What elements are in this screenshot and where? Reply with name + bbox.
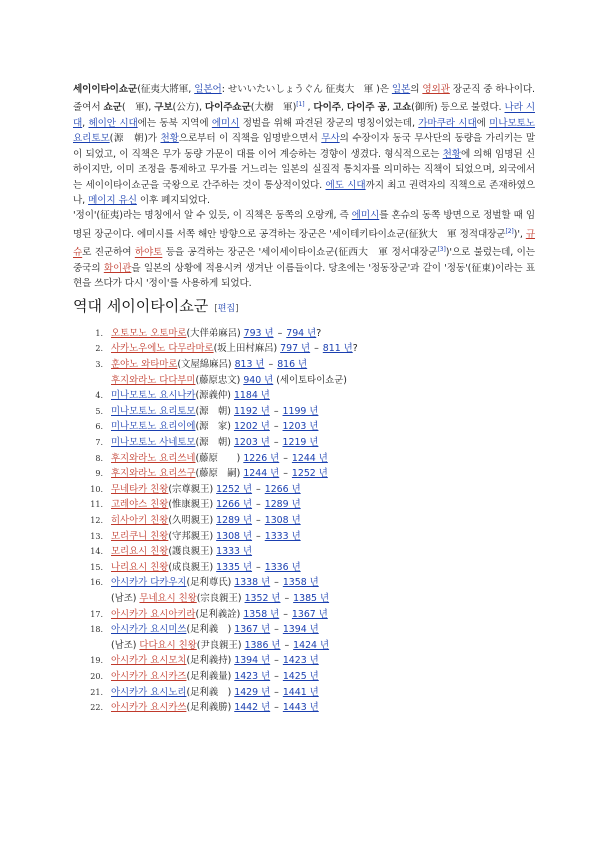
text: 을 일본의 상황에 적용시켜 생겨난 이름들이다. 당초에는 '정동장군'과 같이 '정동'(征東)이라는 표현을 쓰다가 다시 '정이'를 사용하게 되었다. bbox=[73, 263, 536, 290]
year-from-link[interactable]: 1226 년 bbox=[243, 452, 280, 464]
year-to-link[interactable]: 1385 년 bbox=[293, 592, 330, 604]
reference-2[interactable]: [2] bbox=[505, 227, 514, 235]
year-from-link[interactable]: 1358 년 bbox=[243, 608, 280, 620]
year-separator: – bbox=[256, 499, 261, 511]
shogun-note: ? bbox=[316, 327, 322, 339]
year-from-link[interactable]: 1289 년 bbox=[216, 514, 253, 526]
text: 의 수장이자 동국 무사단의 동량을 가리키는 말이 되었고, 이 직책은 무가 동량 가문이 대를 이어 계승하는 경향이 생겼다. 형식적으로는 bbox=[73, 133, 535, 160]
dynasty-prefix: (남조) bbox=[111, 592, 140, 604]
text: , bbox=[386, 102, 393, 114]
edit-bracket-open: [ bbox=[214, 303, 218, 314]
year-separator: – bbox=[274, 655, 279, 667]
list-number: 12. bbox=[90, 515, 103, 525]
year-separator: – bbox=[314, 343, 319, 355]
year-from-link[interactable]: 793 년 bbox=[243, 327, 274, 339]
list-number: 20. bbox=[90, 671, 103, 681]
text: )', bbox=[513, 229, 526, 241]
link-japanese[interactable]: 일본어 bbox=[194, 84, 222, 95]
list-number: 16. bbox=[90, 578, 103, 588]
shogun-kanji: (源義仲) bbox=[195, 390, 231, 402]
shogun-list-item bbox=[73, 326, 535, 342]
link-ryoge[interactable]: 영외관 bbox=[422, 84, 450, 95]
year-to-link[interactable]: 811 년 bbox=[322, 343, 353, 355]
year-separator: – bbox=[284, 592, 290, 604]
shogun-kanji: (源 家) bbox=[195, 421, 231, 433]
shogun-list bbox=[73, 326, 535, 716]
shogun-kanji: (宗尊親王) bbox=[168, 483, 214, 495]
shogun-list-item bbox=[73, 622, 535, 638]
shogun-list-item bbox=[73, 560, 535, 576]
link-edo[interactable]: 에도 시대 bbox=[325, 179, 366, 191]
year-to-link[interactable]: 1424 년 bbox=[293, 639, 330, 651]
shogun-name-link[interactable]: 무네요시 친왕 bbox=[139, 592, 197, 604]
shogun-kanji: (足利義勝) bbox=[186, 702, 232, 714]
list-number: 3. bbox=[95, 360, 103, 370]
link-tenno-2[interactable]: 천황 bbox=[442, 148, 461, 160]
year-from-link[interactable]: 1333 년 bbox=[216, 546, 253, 558]
shogun-kanji: (足利義持) bbox=[186, 655, 232, 667]
year-to-link[interactable]: 1199 년 bbox=[282, 405, 319, 417]
link-hwaigwan[interactable]: 화이관 bbox=[103, 263, 132, 275]
shogun-name-link[interactable]: 아시카가 다카우지 bbox=[111, 577, 187, 589]
year-separator: – bbox=[273, 421, 279, 433]
edit-link-wrapper bbox=[214, 304, 238, 314]
text: '정이'(征夷)라는 명칭에서 알 수 있듯, 이 직책은 동쪽의 오랑캐, 즉 bbox=[73, 210, 352, 222]
list-number: 6. bbox=[95, 422, 103, 432]
year-to-link[interactable]: 794 년 bbox=[286, 327, 317, 339]
shogun-list-item bbox=[73, 591, 535, 607]
year-separator: – bbox=[277, 327, 283, 339]
shogun-kanji: (坂上田村麻呂) bbox=[213, 343, 278, 355]
list-number: 11. bbox=[90, 500, 103, 510]
shogun-list-item bbox=[73, 341, 535, 357]
text: , bbox=[304, 102, 314, 114]
list-number: 8. bbox=[95, 453, 103, 463]
edit-bracket-close: ] bbox=[235, 303, 239, 314]
text: ( 軍), bbox=[121, 102, 155, 114]
year-separator: – bbox=[256, 483, 261, 495]
year-from-link[interactable]: 940 년 bbox=[243, 374, 274, 386]
text: : せいいたいしょうぐん 征夷大 軍 )은 bbox=[221, 84, 392, 95]
year-separator: – bbox=[256, 514, 261, 526]
year-to-link[interactable]: 1266 년 bbox=[264, 483, 301, 495]
year-separator: – bbox=[274, 577, 279, 589]
intro-paragraph-2 bbox=[73, 208, 535, 291]
list-number: 9. bbox=[95, 469, 103, 479]
year-to-link[interactable]: 1244 년 bbox=[291, 452, 328, 464]
text: (御所) 등으로 불렸다. bbox=[411, 102, 505, 114]
shogun-kanji: (尹良親王) bbox=[196, 639, 242, 651]
shogun-kanji: (足利義 ) bbox=[186, 686, 232, 698]
shogun-list-item bbox=[73, 482, 535, 498]
shogun-kanji: (久明親王) bbox=[168, 514, 214, 526]
text: 에 bbox=[476, 118, 490, 129]
text: 로 진군하여 bbox=[82, 247, 135, 259]
shogun-name-link[interactable]: 미나모토노 요리이에 bbox=[111, 421, 196, 433]
year-from-link[interactable]: 1394 년 bbox=[234, 655, 271, 667]
year-from-link[interactable]: 1386 년 bbox=[244, 639, 281, 651]
shogun-kanji: (足利義量) bbox=[186, 670, 232, 682]
term-daishogun: 다이주쇼군 bbox=[204, 102, 251, 114]
year-from-link[interactable]: 1423 년 bbox=[234, 670, 271, 682]
dynasty-prefix: (남조) bbox=[111, 639, 140, 651]
shogun-kanji: (源 朝) bbox=[195, 405, 231, 417]
shogun-name-link[interactable]: 무네타카 친왕 bbox=[111, 483, 169, 495]
year-from-link[interactable]: 1192 년 bbox=[233, 405, 270, 417]
shogun-list-item bbox=[73, 685, 535, 701]
term-shogun: 쇼군 bbox=[103, 102, 122, 114]
shogun-name-link[interactable]: 아시카가 요시미쓰 bbox=[111, 624, 187, 636]
shogun-name-link[interactable]: 미나모토노 사네토모 bbox=[111, 437, 196, 448]
list-number: 5. bbox=[95, 406, 103, 416]
year-to-link[interactable]: 1425 년 bbox=[282, 670, 319, 682]
shogun-name-link[interactable]: 후지와라노 다다부미 bbox=[111, 374, 196, 386]
list-number: 15. bbox=[90, 562, 103, 572]
year-separator: – bbox=[274, 670, 279, 682]
list-number: 2. bbox=[95, 344, 103, 354]
text: (公方), bbox=[172, 102, 205, 114]
shogun-name-link[interactable]: 아시카가 요시모치 bbox=[111, 655, 187, 667]
year-to-link[interactable]: 1443 년 bbox=[282, 702, 319, 714]
shogun-list-item bbox=[73, 373, 535, 389]
year-from-link[interactable]: 1244 년 bbox=[243, 468, 280, 480]
year-separator: – bbox=[256, 561, 261, 573]
list-number: 4. bbox=[95, 391, 103, 401]
shogun-name-link[interactable]: 모리요시 친왕 bbox=[111, 546, 169, 558]
text: (源 朝)가 bbox=[109, 133, 161, 145]
shogun-list-item bbox=[73, 419, 535, 435]
list-number: 21. bbox=[90, 687, 103, 697]
shogun-kanji: (大伴弟麻呂) bbox=[186, 327, 241, 339]
shogun-name-link[interactable]: 사카노우에노 다무라마로 bbox=[111, 343, 214, 355]
shogun-name-link[interactable]: 고레야스 친왕 bbox=[111, 499, 169, 511]
shogun-name-link[interactable]: 미나모토노 요리토모 bbox=[111, 405, 196, 417]
link-emishi-2[interactable]: 에미시 bbox=[351, 210, 380, 222]
shogun-name-link[interactable]: 미나모토노 요시나카 bbox=[111, 390, 196, 402]
shogun-kanji: (藤原 ) bbox=[195, 452, 241, 464]
text: , bbox=[340, 102, 347, 114]
year-from-link[interactable]: 1367 년 bbox=[234, 624, 271, 636]
year-from-link[interactable]: 1429 년 bbox=[234, 686, 271, 698]
shogun-list-item bbox=[73, 607, 535, 623]
text: )'으로 불렀는데, 이는 중국의 bbox=[73, 247, 535, 275]
shogun-kanji: (源 朝) bbox=[195, 437, 231, 448]
list-number: 22. bbox=[90, 703, 103, 713]
link-kyushu[interactable]: 규슈 bbox=[73, 229, 535, 259]
year-to-link[interactable]: 1219 년 bbox=[282, 437, 319, 448]
shogun-name-link[interactable]: 오토모노 오토마로 bbox=[111, 327, 187, 339]
shogun-name-link[interactable]: 아시카가 요시노리 bbox=[111, 686, 187, 698]
list-number: 1. bbox=[95, 328, 103, 338]
shogun-list-item bbox=[73, 388, 535, 404]
year-from-link[interactable]: 1252 년 bbox=[216, 483, 253, 495]
shogun-list-item bbox=[73, 638, 535, 654]
article-term: 세이이타이쇼군 bbox=[73, 84, 138, 95]
shogun-name-link[interactable]: 다다요시 친왕 bbox=[139, 639, 197, 651]
link-kamakura[interactable]: 가마쿠라 시대 bbox=[418, 118, 477, 129]
shogun-kanji: (宗良親王) bbox=[196, 592, 242, 604]
year-to-link[interactable]: 1423 년 bbox=[282, 655, 319, 667]
edit-link[interactable]: 편집 bbox=[217, 303, 236, 314]
shogun-list-item bbox=[73, 513, 535, 529]
year-to-link[interactable]: 816 년 bbox=[277, 359, 308, 371]
link-heian[interactable]: 헤이안 시대 bbox=[88, 118, 138, 129]
shogun-name-link[interactable]: 모리쿠니 친왕 bbox=[111, 530, 169, 542]
year-to-link[interactable]: 1308 년 bbox=[264, 514, 301, 526]
year-to-link[interactable]: 1394 년 bbox=[282, 624, 319, 636]
year-separator: – bbox=[283, 468, 288, 480]
term-daijugong: 다이주 공 bbox=[346, 102, 387, 114]
shogun-list-item bbox=[73, 435, 535, 451]
shogun-kanji: (惟康親王) bbox=[168, 499, 214, 511]
shogun-kanji: (護良親王) bbox=[168, 546, 214, 558]
term-goso: 고쇼 bbox=[392, 102, 412, 114]
shogun-list-item bbox=[73, 497, 535, 513]
year-to-link[interactable]: 1333 년 bbox=[264, 530, 301, 542]
shogun-list-item bbox=[73, 653, 535, 669]
link-emishi[interactable]: 에미시 bbox=[211, 118, 240, 129]
year-separator: – bbox=[274, 624, 279, 636]
shogun-list-item bbox=[73, 451, 535, 467]
text: 에 의해 임명된 신하이지만, 이미 조정을 통제하고 무가를 거느리는 일본의 실질적 통치자를 의미하는 직책이 되었으며, 외국에서는 세이이타이쇼군을 국왕으로 간주하는 것이 통상적이었다. bbox=[73, 148, 535, 191]
link-yoritomo[interactable]: 미나모토노 요리토모 bbox=[73, 118, 535, 145]
shogun-list-item bbox=[73, 404, 535, 420]
intro-section bbox=[73, 82, 535, 292]
shogun-list-item bbox=[73, 575, 535, 591]
shogun-name-link[interactable]: 나리요시 친왕 bbox=[111, 561, 169, 573]
list-number: 13. bbox=[90, 531, 103, 541]
shogun-kanji: (文屋綿麻呂) bbox=[177, 359, 232, 371]
text: 으로부터 이 직책을 임명받으면서 bbox=[178, 133, 322, 145]
shogun-kanji: (足利義詮) bbox=[195, 608, 241, 620]
text: 까지 최고 권력자의 직책으로 존재하였으나, bbox=[73, 179, 535, 207]
year-from-link[interactable]: 1203 년 bbox=[233, 437, 270, 448]
shogun-kanji: (成良親王) bbox=[168, 561, 214, 573]
term-kubo: 구보 bbox=[154, 102, 173, 114]
shogun-list-item bbox=[73, 544, 535, 560]
text: 이후 폐지되었다. bbox=[136, 195, 210, 207]
year-from-link[interactable]: 1442 년 bbox=[234, 702, 271, 714]
year-from-link[interactable]: 797 년 bbox=[280, 343, 311, 355]
year-from-link[interactable]: 1335 년 bbox=[216, 561, 253, 573]
text: (征夷大將軍, bbox=[137, 84, 195, 95]
list-number: 14. bbox=[90, 547, 103, 557]
reference-3[interactable]: [3] bbox=[437, 246, 446, 254]
text: 정벌을 위해 파견된 장군의 명칭이었는데, bbox=[239, 118, 419, 129]
year-from-link[interactable]: 1338 년 bbox=[234, 577, 271, 589]
shogun-kanji: (足利義 ) bbox=[186, 624, 232, 636]
shogun-name-link[interactable]: 훈야노 와타마로 bbox=[111, 359, 178, 371]
text: 장군직 중 하나이다. 줄여서 bbox=[73, 84, 535, 114]
year-separator: – bbox=[273, 437, 279, 448]
text: 등을 공격하는 장군은 '세이세이타이쇼군(征西大 軍 정서대장군 bbox=[162, 247, 438, 259]
section-title: 역대 세이이타이쇼군 bbox=[73, 296, 209, 315]
year-separator: – bbox=[274, 702, 279, 714]
list-number: 19. bbox=[90, 656, 103, 666]
shogun-list-item bbox=[73, 669, 535, 685]
year-from-link[interactable]: 813 년 bbox=[234, 359, 265, 371]
shogun-list-item bbox=[73, 357, 535, 373]
text: (大樹 軍) bbox=[250, 102, 297, 114]
term-daiju: 다이주 bbox=[313, 102, 341, 114]
shogun-name-link[interactable]: 후지와라노 요리쓰구 bbox=[111, 468, 196, 480]
year-separator: – bbox=[268, 359, 274, 371]
text: 에는 동북 지역에 bbox=[137, 118, 212, 129]
year-from-link[interactable]: 1266 년 bbox=[216, 499, 253, 511]
year-to-link[interactable]: 1252 년 bbox=[291, 468, 328, 480]
year-separator: – bbox=[284, 639, 290, 651]
year-separator: – bbox=[273, 405, 279, 417]
link-hayato[interactable]: 하야토 bbox=[134, 247, 163, 259]
shogun-name-link[interactable]: 히사아키 친왕 bbox=[111, 514, 169, 526]
intro-paragraph-1 bbox=[73, 82, 535, 208]
shogun-name-link[interactable]: 아시카가 요시카쓰 bbox=[111, 702, 187, 714]
year-separator: – bbox=[283, 608, 288, 620]
shogun-kanji: (藤原 嗣) bbox=[195, 468, 241, 480]
year-from-link[interactable]: 1352 년 bbox=[244, 592, 281, 604]
year-to-link[interactable]: 1358 년 bbox=[282, 577, 319, 589]
year-from-link[interactable]: 1184 년 bbox=[233, 390, 270, 402]
text: 의 bbox=[410, 84, 423, 95]
link-meiji[interactable]: 메이지 유신 bbox=[88, 195, 137, 207]
year-separator: – bbox=[274, 686, 279, 698]
shogun-kanji: (足利尊氏) bbox=[186, 577, 232, 589]
section-heading bbox=[73, 295, 535, 320]
year-to-link[interactable]: 1336 년 bbox=[264, 561, 301, 573]
year-to-link[interactable]: 1289 년 bbox=[264, 499, 301, 511]
year-to-link[interactable]: 1203 년 bbox=[282, 421, 319, 433]
shogun-list-item bbox=[73, 529, 535, 545]
shogun-kanji: (藤原忠文) bbox=[195, 374, 241, 386]
year-from-link[interactable]: 1308 년 bbox=[216, 530, 253, 542]
shogun-list-item bbox=[73, 700, 535, 716]
shogun-name-link[interactable]: 아시카가 요시카즈 bbox=[111, 670, 187, 682]
shogun-note: ? bbox=[352, 343, 358, 355]
text: 를 혼슈의 동쪽 방면으로 정벌할 때 임명된 장군이다. 에미시를 서쪽 해안 방향으로 공격하는 장군은 '세이테키타이쇼군(征狄大 軍 정적대장군 bbox=[73, 210, 535, 241]
shogun-note: (세이토타이쇼군) bbox=[273, 374, 347, 386]
link-tenno[interactable]: 천황 bbox=[160, 133, 179, 145]
list-number: 7. bbox=[95, 438, 103, 447]
list-number: 18. bbox=[90, 625, 103, 635]
shogun-name-link[interactable]: 후지와라노 요리쓰네 bbox=[111, 452, 196, 464]
year-to-link[interactable]: 1367 년 bbox=[291, 608, 328, 620]
shogun-list-item bbox=[73, 466, 535, 482]
list-number: 10. bbox=[90, 484, 103, 494]
year-from-link[interactable]: 1202 년 bbox=[233, 421, 270, 433]
year-to-link[interactable]: 1441 년 bbox=[282, 686, 319, 698]
shogun-name-link[interactable]: 아시카가 요시아키라 bbox=[111, 608, 196, 620]
reference-1[interactable]: [1] bbox=[296, 101, 305, 109]
year-separator: – bbox=[256, 530, 261, 542]
list-number: 17. bbox=[90, 609, 103, 619]
text: , bbox=[82, 118, 89, 129]
shogun-kanji: (守邦親王) bbox=[168, 530, 214, 542]
year-separator: – bbox=[283, 452, 288, 464]
link-nara[interactable]: 나라 시대 bbox=[73, 102, 535, 129]
link-bushi[interactable]: 무사 bbox=[321, 133, 340, 145]
link-japan[interactable]: 일본 bbox=[391, 84, 411, 95]
